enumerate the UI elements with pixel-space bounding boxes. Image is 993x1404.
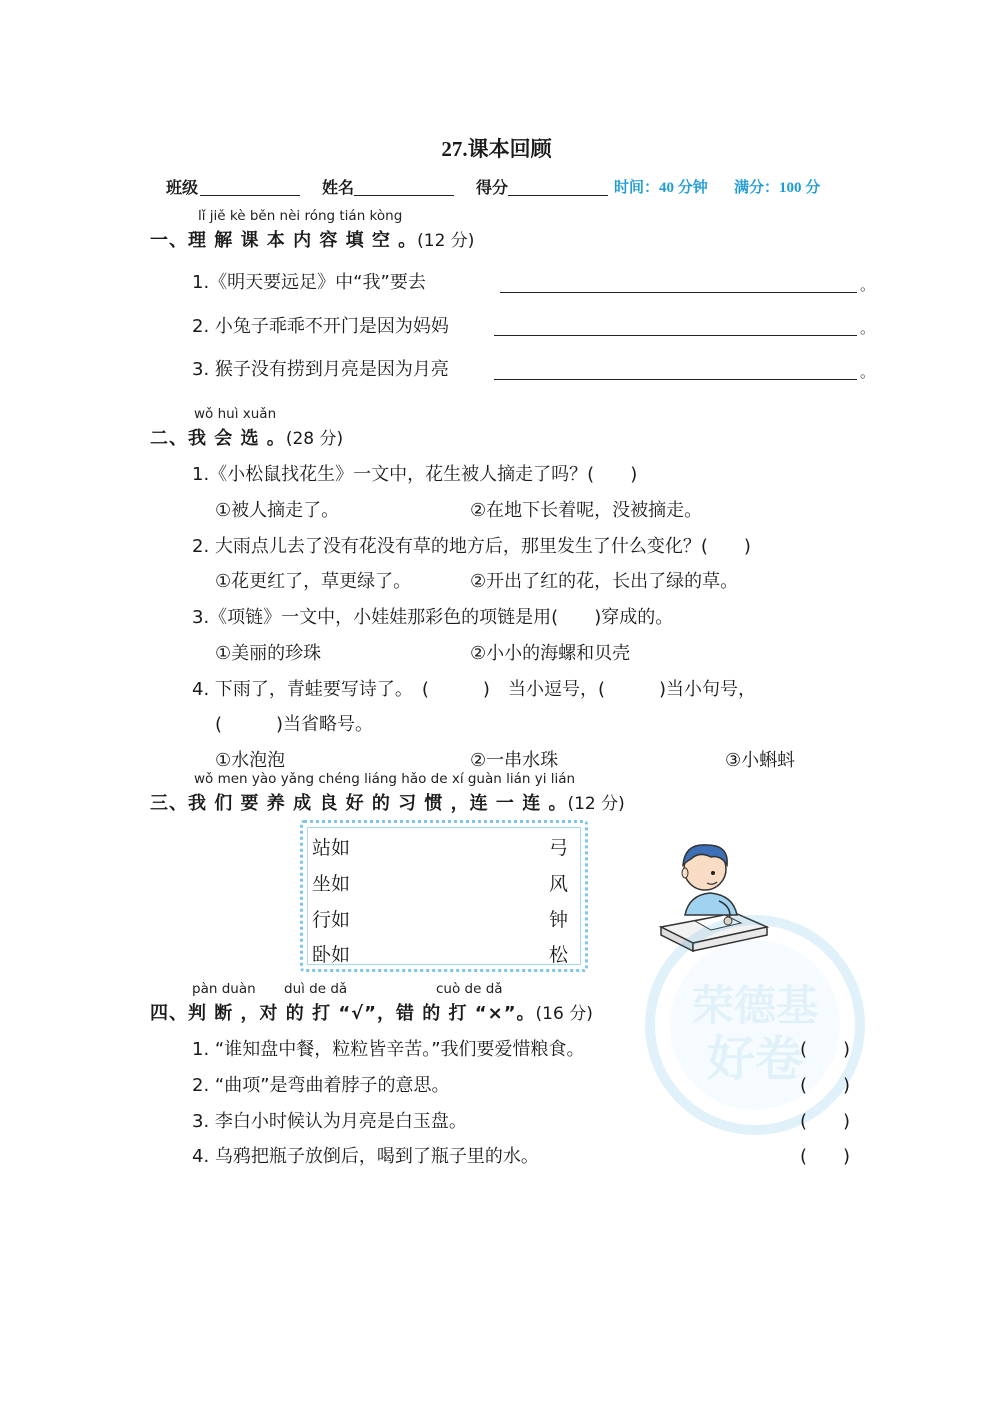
class-label: 班级 [166, 180, 199, 197]
match-left-1[interactable]: 站如 [312, 837, 351, 859]
s2-q2: 2. 大雨点儿去了没有花没有草的地方后，那里发生了什么变化？( ) [192, 536, 751, 557]
s4-item-2: 2. “曲项”是弯曲着脖子的意思。 [192, 1075, 450, 1096]
section1-pinyin: lǐ jiě kè běn nèi róng tián kòng [198, 208, 403, 224]
section3-heading [150, 789, 625, 815]
s1-end-mark-1: 。 [860, 276, 876, 294]
class-field[interactable] [200, 195, 300, 196]
match-left-2[interactable]: 坐如 [312, 873, 351, 895]
match-right-4[interactable]: 松 [549, 944, 569, 966]
section4-score: (16 分) [535, 1004, 593, 1024]
s2-q3: 3.《项链》一文中，小娃娃那彩色的项链是用( )穿成的。 [192, 607, 674, 628]
s2-q2-option-1: ①花更红了，草更绿了。 [215, 571, 412, 592]
s2-q3-option-2: ②小小的海螺和贝壳 [470, 643, 631, 664]
section2-score: (28 分) [285, 429, 344, 449]
s1-end-mark-2: 。 [860, 319, 876, 337]
s2-q1-option-2: ②在地下长着呢，没被摘走。 [470, 500, 703, 521]
s2-q4-line1: 4. 下雨了，青蛙要写诗了。 ( ) 当小逗号，( )当小句号， [192, 679, 756, 700]
s4-item-3: 3. 李白小时候认为月亮是白玉盘。 [192, 1111, 467, 1132]
s2-q3-option-1: ①美丽的珍珠 [215, 643, 322, 664]
s2-q2-option-2: ②开出了红的花，长出了绿的草。 [470, 571, 739, 592]
match-left-3[interactable]: 行如 [312, 909, 351, 931]
section2-heading [150, 424, 343, 450]
page-title: 27.课本回顾 [441, 137, 552, 161]
match-right-3[interactable]: 钟 [549, 909, 569, 931]
match-right-1[interactable]: 弓 [549, 837, 569, 859]
time-info: 时间：40 分钟 [614, 180, 708, 196]
s4-bracket-3[interactable]: ( ) [800, 1111, 851, 1132]
section1-heading [150, 226, 474, 252]
matching-box [300, 820, 588, 972]
s1-item-3: 3. 猴子没有捞到月亮是因为月亮 [192, 359, 449, 380]
watermark-logo [640, 910, 870, 1140]
s1-item-1: 1.《明天要远足》中“我”要去 [192, 272, 426, 293]
s4-bracket-1[interactable]: ( ) [800, 1039, 851, 1060]
section4-pinyin-2: duì de dǎ [284, 981, 348, 997]
s2-q4-option-3: ③小蝌蚪 [725, 750, 796, 771]
watermark-text-1: 荣德基 [691, 981, 819, 1030]
section1-title: 一、理 解 课 本 内 容 填 空 。 [150, 230, 418, 251]
section3-title: 三、我 们 要 养 成 良 好 的 习 惯 ，连 一 连 。 [150, 793, 568, 814]
match-right-2[interactable]: 风 [549, 873, 569, 895]
full-score-info: 满分：100 分 [734, 180, 821, 196]
s1-end-mark-3: 。 [860, 363, 876, 381]
s4-bracket-2[interactable]: ( ) [800, 1075, 851, 1096]
s2-q4-option-2: ②一串水珠 [470, 750, 559, 771]
section4-title: 四、判 断 ，对 的 打 “√”，错 的 打 “×”。 [150, 1003, 536, 1024]
section4-pinyin-3: cuò de dǎ [436, 981, 503, 997]
section2-title: 二、我 会 选 。 [150, 428, 286, 449]
s1-answer-line-3[interactable] [494, 379, 857, 380]
name-field[interactable] [354, 195, 454, 196]
score-label: 得分 [476, 180, 509, 197]
s4-bracket-4[interactable]: ( ) [800, 1146, 851, 1167]
s4-item-1: 1. “谁知盘中餐，粒粒皆辛苦。”我们要爱惜粮食。 [192, 1039, 585, 1060]
section3-score: (12 分) [567, 794, 625, 814]
name-label: 姓名 [322, 180, 355, 197]
s4-item-4: 4. 乌鸦把瓶子放倒后，喝到了瓶子里的水。 [192, 1146, 539, 1167]
s2-q1-option-1: ①被人摘走了。 [215, 500, 340, 521]
match-left-4[interactable]: 卧如 [312, 944, 351, 966]
s2-q4-line2: ( )当省略号。 [215, 714, 374, 735]
s1-answer-line-2[interactable] [494, 335, 857, 336]
watermark-text-2: 好卷 [706, 1031, 804, 1087]
score-field[interactable] [508, 195, 608, 196]
s2-q1: 1.《小松鼠找花生》一文中，花生被人摘走了吗？( ) [192, 464, 638, 485]
s1-item-2: 2. 小兔子乖乖不开门是因为妈妈 [192, 316, 449, 337]
section4-pinyin-1: pàn duàn [192, 981, 256, 997]
section1-score: (12 分) [417, 231, 475, 251]
s2-q4-option-1: ①水泡泡 [215, 750, 286, 771]
section4-heading [150, 999, 593, 1025]
section3-pinyin: wǒ men yào yǎng chéng liáng hǎo de xí guàn lián yi lián [194, 771, 576, 787]
section2-pinyin: wǒ huì xuǎn [194, 406, 277, 422]
s1-answer-line-1[interactable] [500, 292, 857, 293]
